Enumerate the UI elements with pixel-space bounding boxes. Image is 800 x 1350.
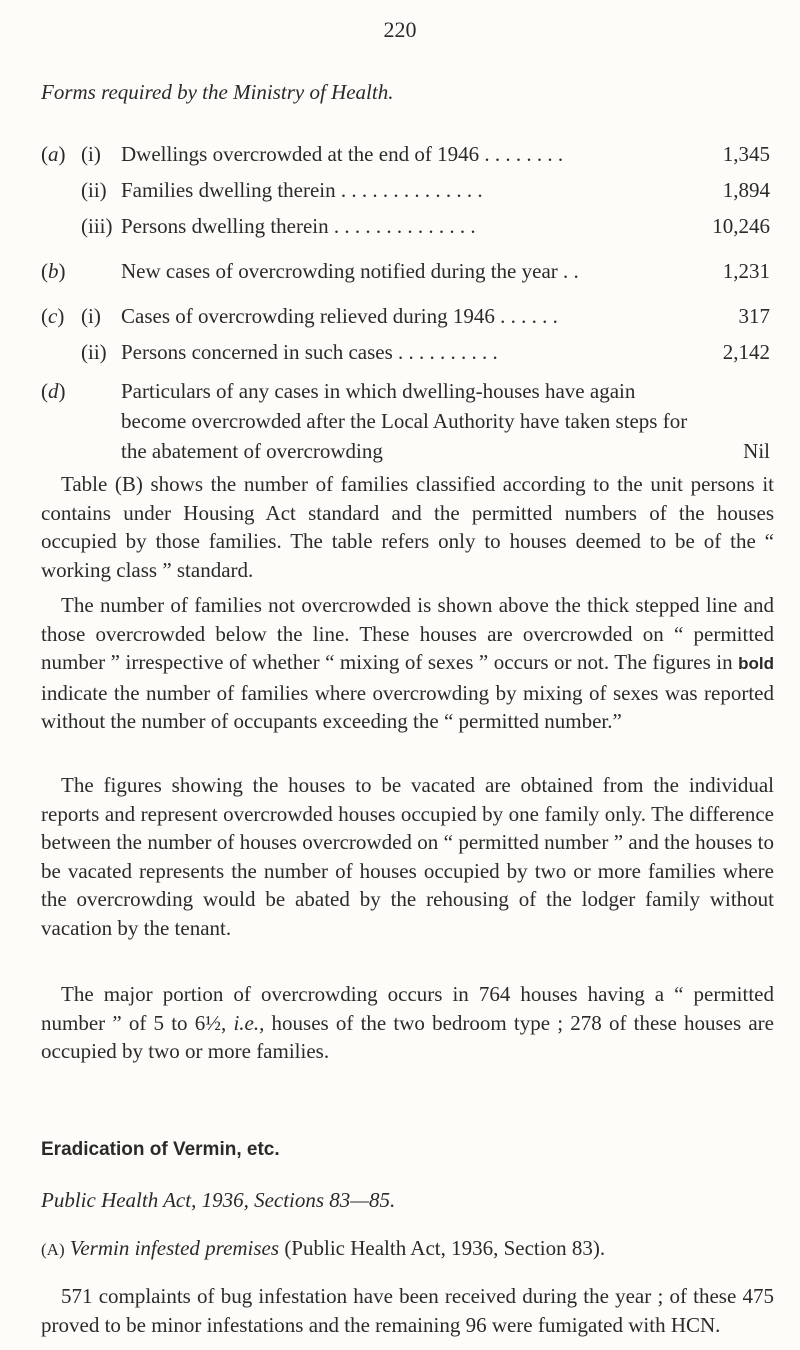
- stat-value: 317: [738, 304, 770, 328]
- stat-row-d: [41, 376, 770, 466]
- item-letter-b: (b): [41, 259, 66, 283]
- item-letter-c: (c): [41, 304, 65, 328]
- stat-value: Nil: [743, 439, 770, 463]
- stat-value: 1,231: [722, 259, 770, 283]
- stat-value: 10,246: [712, 214, 770, 238]
- paragraph-bug-complaints: 571 complaints of bug infestation have been received during the year ; of these 475 proved to be minor infestations and the remaining 96 were fumigated with HCN.: [41, 1284, 774, 1337]
- stat-row-c-ii: [41, 334, 770, 370]
- stat-row-b: [41, 253, 770, 289]
- item-letter-a: (a): [41, 142, 66, 166]
- roman-numeral: (ii): [81, 340, 107, 364]
- stat-label: Families dwelling therein . . . . . . . . . . . . . .: [121, 178, 483, 202]
- act-reference: Public Health Act, 1936, Sections 83—85.: [41, 1188, 396, 1212]
- bold-word: bold: [738, 654, 774, 673]
- roman-numeral: (ii): [81, 178, 107, 202]
- stat-label: Dwellings overcrowded at the end of 1946 . . . . . . . .: [121, 142, 564, 166]
- stat-label: Persons dwelling therein . . . . . . . . . . . . . .: [121, 214, 476, 238]
- paragraph-major-portion: The major portion of overcrowding occurs in 764 houses having a “ permitted number ” of 5 to 6½, i.e., houses of the two bedroom type ; 278 of these houses are occupied by two or more families.: [41, 982, 774, 1063]
- stat-value: 2,142: [722, 340, 770, 364]
- page-number: 220: [383, 17, 417, 42]
- stat-value: 1,894: [722, 178, 770, 202]
- paragraph-overcrowding-line: The number of families not overcrowded is shown above the thick stepped line and those overcrowded below the line. These houses are overcrowded on “ permitted number ” irrespective of whether “ mixing of sexes ” occurs or not. The figures in bold indicate the number of families where overcrowding by mixing of sexes was reported without the number of occupants exceeding the “ permitted number.”: [41, 593, 774, 733]
- roman-numeral: (iii): [81, 214, 113, 238]
- paragraph-houses-vacated: The figures showing the houses to be vacated are obtained from the individual reports and represent overcrowded houses occupied by one family only. The difference between the number of houses overcrowded on “ permitted number ” and the houses to be vacated represents the number of houses occupied by two or more families where the overcrowding would be abated by the rehousing of the lodger family without vacation by the tenant.: [41, 773, 774, 940]
- stat-value: 1,345: [722, 142, 770, 166]
- roman-numeral: (i): [81, 142, 101, 166]
- stat-row-c-i: [41, 298, 770, 334]
- stat-row-a-ii: [41, 172, 770, 208]
- stat-label: New cases of overcrowding notified during the year . .: [121, 259, 579, 283]
- stat-label: Persons concerned in such cases . . . . . . . . . .: [121, 340, 498, 364]
- section-heading-vermin: Eradication of Vermin, etc.: [41, 1139, 280, 1160]
- stat-row-a-iii: [41, 208, 770, 244]
- statistics-block: [41, 136, 770, 466]
- subsection-vermin-premises: (A) Vermin infested premises (Public Health Act, 1936, Section 83).: [41, 1236, 606, 1260]
- item-letter-d: (d): [41, 379, 66, 403]
- paragraph-table-b: Table (B) shows the number of families classified according to the unit persons it contains under Housing Act standard and the permitted numbers of the houses occupied by those families. The table refers only to houses deemed to be of the “ working class ” standard.: [41, 472, 774, 582]
- stat-row-a-i: [41, 136, 770, 172]
- forms-heading: Forms required by the Ministry of Health.: [41, 80, 394, 104]
- stat-label: Particulars of any cases in which dwelling-houses have again become overcrowded after the Local Authority have taken steps for the abatement of overcrowding: [121, 379, 688, 463]
- roman-numeral: (i): [81, 304, 101, 328]
- stat-label: Cases of overcrowding relieved during 1946 . . . . . .: [121, 304, 558, 328]
